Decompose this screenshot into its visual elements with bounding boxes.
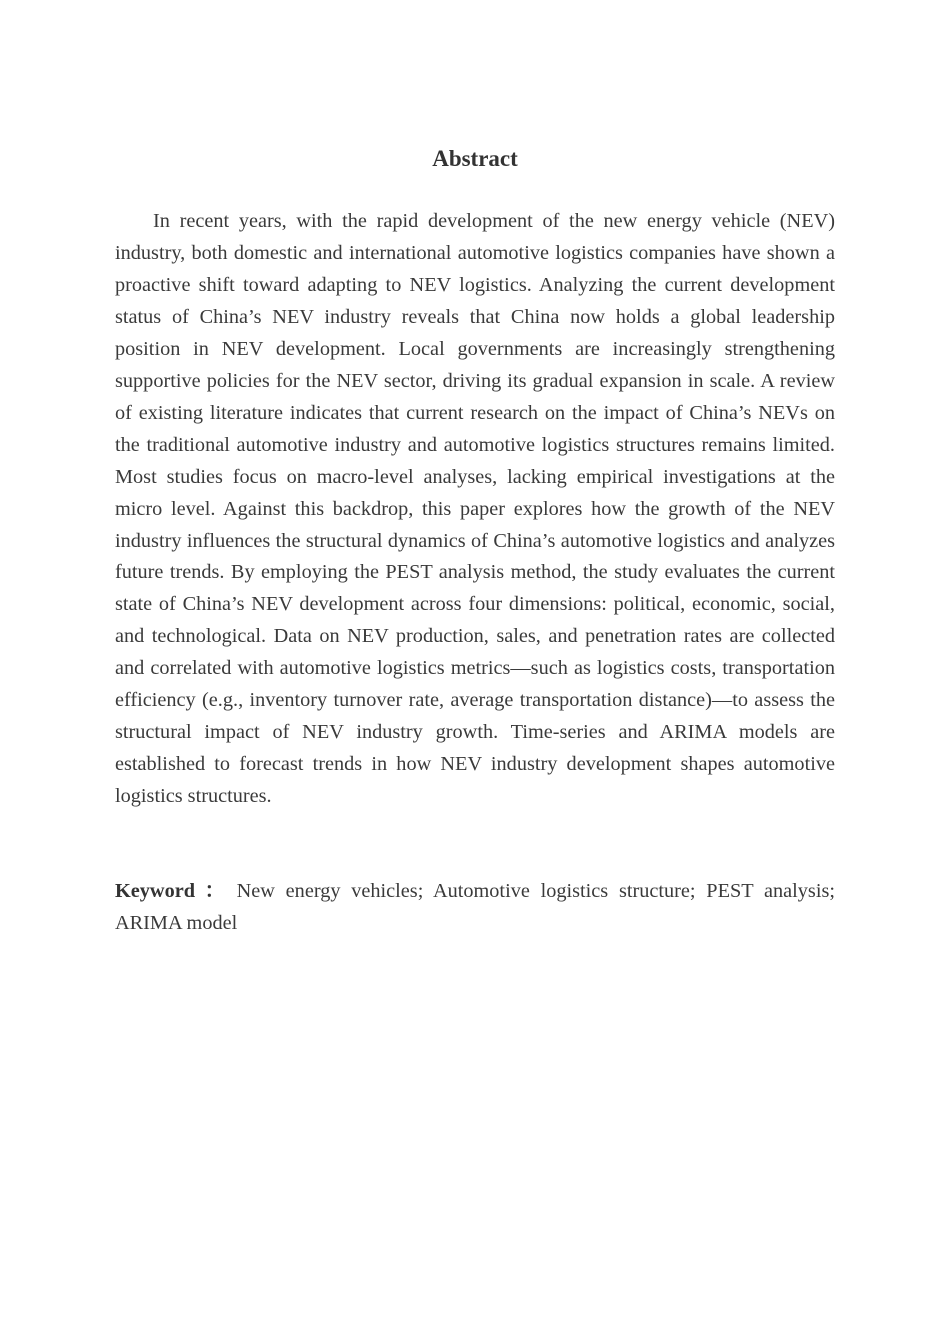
abstract-body: In recent years, with the rapid development of the new energy vehicle (NEV) industry, both domestic and international automotive logistics companies have shown a proactive shift toward adapting to NEV logistics. Analyzing the current development status of China’s NEV industry reveals that China now holds a global leadership position in NEV development. Local governments are increasingly strengthening supportive policies for the NEV sector, driving its gradual expansion in scale. A review of existing literature indicates that current research on the impact of China’s NEVs on the traditional automotive industry and automotive logistics structures remains limited. Most studies focus on macro-level analyses, lacking empirical investigations at the micro level. Against this backdrop, this paper explores how the growth of the NEV industry influences the structural dynamics of China’s automotive logistics and analyzes future trends. By employing the PEST analysis method, the study evaluates the current state of China’s NEV development across four dimensions: political, economic, social, and technological. Data on NEV production, sales, and penetration rates are collected and correlated with automotive logistics metrics—such as logistics costs, transportation efficiency (e.g., inventory turnover rate, average transportation distance)—to assess the structural impact of NEV industry growth. Time-series and ARIMA models are established to forecast trends in how NEV industry development shapes automotive logistics structures. <box>115 210 835 808</box>
keywords-separator: ： <box>199 880 231 902</box>
keywords-text: New energy vehicles; Automotive logistics structure; PEST analysis; ARIMA model <box>115 880 835 934</box>
keywords-label: Keyword <box>115 880 195 902</box>
keywords-paragraph <box>115 876 835 940</box>
abstract-title: Abstract <box>432 146 518 171</box>
